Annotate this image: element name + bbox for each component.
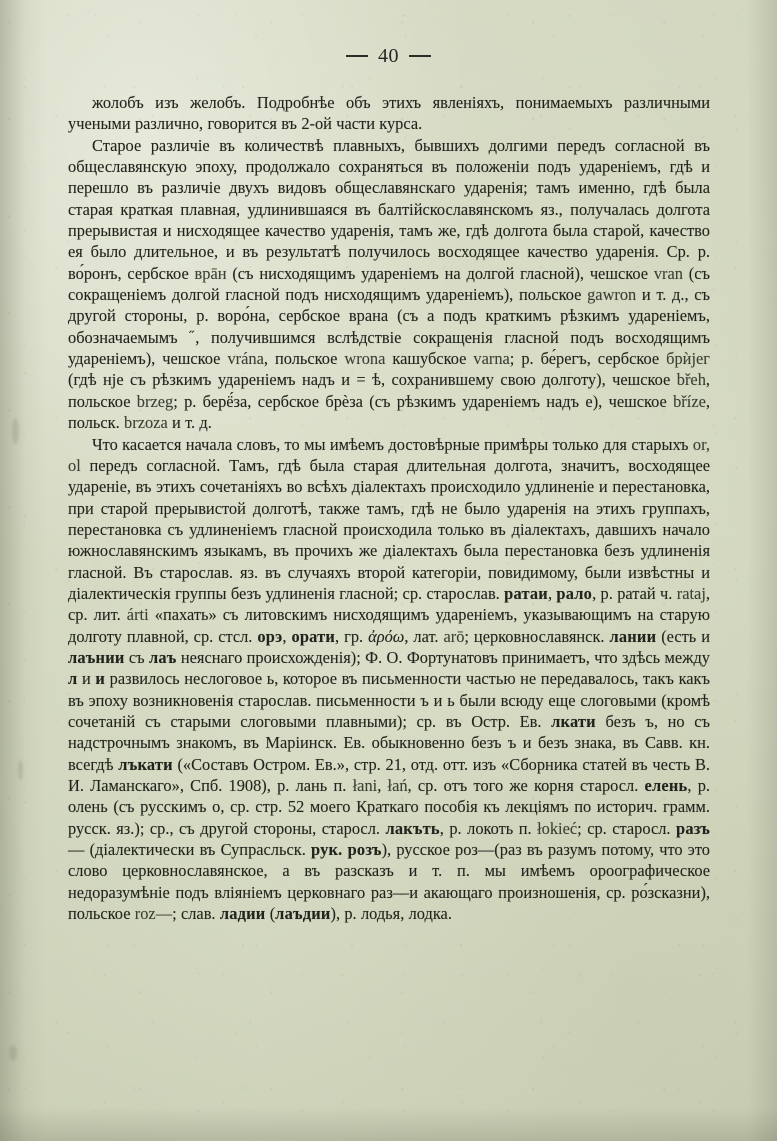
citation-form-ocs: лъкати [118,754,173,774]
citation-form-ocs: разъ [676,818,710,838]
citation-form-lat: brzeg [136,391,174,411]
page-number: 40 [378,45,399,67]
scan-blemish [9,1045,17,1061]
citation-form-lat: or, ol [68,434,710,475]
citation-form-lat: vran [653,263,683,283]
citation-form-ocs: лкати [551,711,596,731]
left-gutter-shadow [0,0,46,1141]
citation-form-ocs: рало [556,583,593,603]
citation-form-ocs: л [68,669,78,689]
citation-form-ocs: лании [609,626,657,646]
citation-form-lat: врāн [194,263,227,283]
citation-form-lat: árti [126,605,149,625]
citation-form-ocs: лаъдии [275,904,331,924]
citation-form-ocs: рук. [310,840,343,860]
citation-form-ocs: и [95,669,106,689]
citation-form-lat: łokieć [537,818,578,838]
bottom-edge-shadow [0,1107,777,1141]
citation-form-ocs: лакъть [385,818,440,838]
citation-form-lat: łani [352,776,378,795]
citation-form-ocs: орэ [257,626,283,646]
page-folio [0,45,777,68]
citation-form-lat: roz— [134,904,173,924]
citation-form-lat: arō [443,626,465,646]
folio-rule-right [409,55,431,57]
citation-form-lat: vrána [227,349,264,369]
citation-form-lat: bříze [673,391,706,411]
citation-form-ocs: ладии [219,904,266,924]
citation-form-lat: varna [473,349,510,369]
body-text-block [68,92,710,924]
citation-form-lat: břeh [676,370,706,390]
citation-form-ocs: лаънии [68,647,125,667]
citation-form-grk: ἀρόω [368,626,405,646]
citation-form-lat: wrona [344,349,386,369]
paragraph-3: Что касается начала словъ, то мы имѣемъ достовѣрные примѣры только для старыхъ or, ol передъ согласной. Тамъ, гдѣ была старая длительная долгота, значитъ, восходящее удареніе, въ этихъ сочетаніяхъ во всѣхъ діалектахъ происходило удлиненіе и перестановка, при старой прерывистой долготѣ, также тамъ, гдѣ не было ударенія на этихъ группахъ, перестановка съ удлиненіемъ гласной происходила только въ діалектахъ, давшихъ начало южнославянскимъ языкамъ, въ прочихъ же діалектахъ была перестановка безъ удлиненія гласной. Въ старослав. яз. въ случаяхъ второй категоріи, повидимому, были извѣстны и діалектическія группы безъ удлиненія гласной; ср. старослав. ратаи, рало, р. ратай ч. rataj, ср. лит. árti «пахать» съ литовскимъ нисходящимъ удареніемъ, указывающимъ на старую долготу плавной, ср. стсл. орэ, орати, гр. ἀρόω, лат. arō; церковнославянск. лании (есть и лаънии съ лаъ неяснаго происхожденія); Ф. О. Фортунатовъ принимаетъ, что здѣсь между л и и развилось неслоговое ь, которое въ письменности частью не передавалось, такъ какъ въ эпоху возникновенія старослав. письменности ъ и ь были всюду еще слоговыми (кромѣ сочетаній съ старыми слоговыми плавными); ср. въ Остр. Ев. лкати безъ ъ, но съ надстрочнымъ знакомъ, въ Маріинск. Ев. обыкновенно безъ ъ и безъ знака, въ Савв. кн. всегдѣ лъкати («Составъ Остром. Ев.», стр. 21, отд. отт. изъ «Сборника статей въ честь В. И. Ламанскаго», Спб. 1908), р. лань п. łani, łań, ср. отъ того же корня старосл. елень, р. олень (съ русскимъ о, ср. стр. 52 моего Краткаго пособія къ лекціямъ по историч. грамм. русск. яз.); ср., съ другой стороны, старосл. лакъть, р. локоть п. łokieć; ср. старосл. разъ — (діалектически въ Супрасльск. рук. розъ), русское роз—(раз въ разумъ потому, что это слово церковнославянское, а въ разсказъ и т. п. мы имѣемъ ороографическое недоразумѣніе подъ вліяніемъ церковнаго раз—и акающаго произношенія, ср. ро́зсказни), польское roz—; слав. ладии (лаъдии), р. лодья, лодка. [68,434,711,924]
paragraph-2: Старое различіе въ количествѣ плавныхъ, бывшихъ долгими передъ согласной въ общеславянскую эпоху, продолжало сохраняться въ положеніи подъ удареніемъ, гдѣ и перешло въ различіе двухъ видовъ общеславянскаго ударенія; тамъ именно, гдѣ была старая краткая плавная, удлинившаяся въ балтійскославянскомъ яз., получалась долгота прерывистая и нисходящее качество ударенія, тамъ же, гдѣ долгота была старой, качество ея было длительное, и въ результатѣ получилось восходящее качество ударенія. Ср. р. во́ронъ, сербское врāн (съ нисходящимъ удареніемъ на долгой гласной), чешское vran (съ сокращеніемъ долгой гласной подъ нисходящимъ удареніемъ), польское gawron и т. д., съ другой стороны, р. воро́на, сербское врана (съ а подъ краткимъ рѣзкимъ удареніемъ, обозначаемымъ ˝, получившимся вслѣдствіе сокращенія гласной подъ восходящимъ удареніемъ), чешское vrána, польское wrona кашубское varna; р. бе́регъ, сербское брѝјег (гдѣ нје съ рѣзкимъ удареніемъ надъ и = ѣ, сохранившему свою долготу), чешское břeh, польское brzeg; р. берё́за, сербское брѐза (съ рѣзкимъ удареніемъ надъ е), чешское bříze, польск. brzoza и т. д. [68,135,711,433]
scan-blemish [12,418,19,444]
paragraph-1: жолобъ изъ желобъ. Подробнѣе объ этихъ явленіяхъ, понимаемыхъ различными учеными различно, говорится въ 2-ой части курса. [68,93,710,134]
citation-form-lat: gawron [587,285,637,305]
citation-form-lat: brzoza [124,413,168,433]
right-edge-shadow [747,0,777,1141]
citation-form-ocs: ратаи [504,583,548,603]
citation-form-ocs: лаъ [148,647,177,667]
citation-form-lat: брѝјег [666,349,710,369]
citation-form-lat: łań [387,776,408,795]
scan-blemish [18,760,23,780]
citation-form-ocs: елень [644,776,688,795]
citation-form-diacrit: ˝ [189,328,196,345]
citation-form-lat: rataj [676,583,706,603]
citation-form-ocs: розъ [347,840,382,860]
citation-form-ocs: орати [291,626,336,646]
folio-rule-left [346,55,368,57]
